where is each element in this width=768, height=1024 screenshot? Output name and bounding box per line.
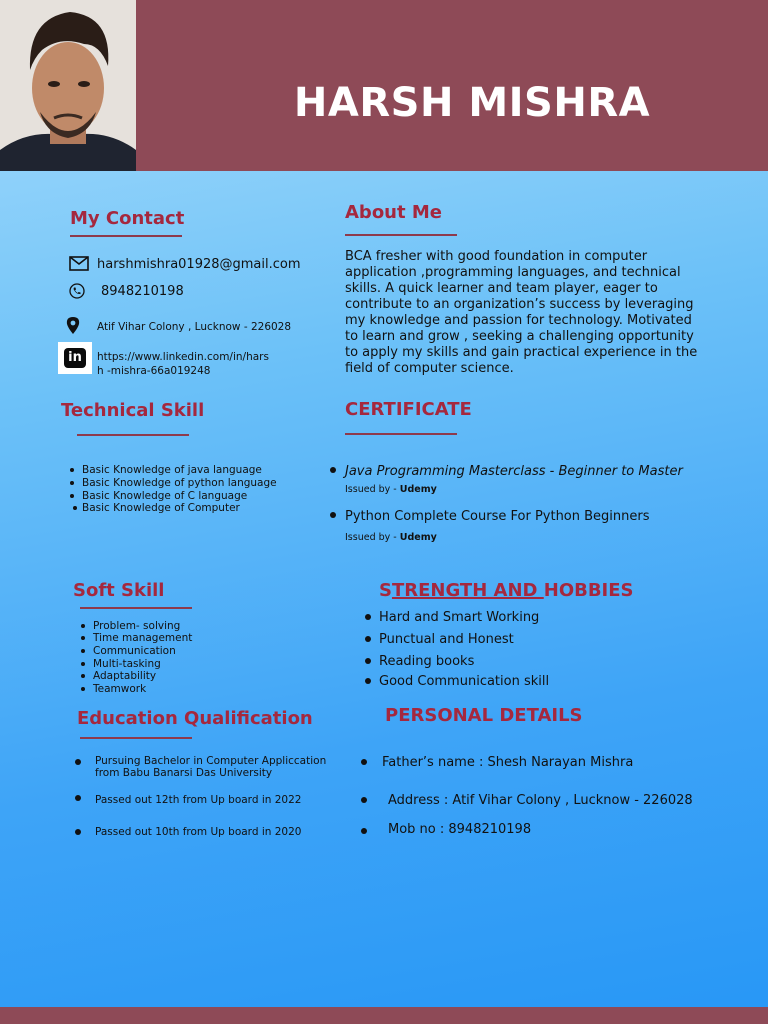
education-bullet xyxy=(75,795,81,801)
issuer: Udemy xyxy=(399,532,437,543)
strength-title-end: HOBBIES xyxy=(543,580,634,601)
technical-item: Basic Knowledge of C language xyxy=(82,490,248,502)
issued-prefix: Issued by - xyxy=(345,484,400,495)
about-text: BCA fresher with good foundation in computer application ,programming languages, and technical skills. A quick learner and team player, eager to contribute to an organization’s success by leveraging my knowledge and passion for technology. Motivated to learn and grow , seeking a challenging opportunity to apply my skills and gain practical experience in the field of computer science. xyxy=(345,249,698,376)
education-title: Education Qualification xyxy=(77,708,313,729)
strength-title xyxy=(379,580,634,601)
contact-address: Atif Vihar Colony , Lucknow - 226028 xyxy=(97,321,292,333)
education-bullet xyxy=(75,829,81,835)
certificate-title-rule xyxy=(345,433,457,435)
contact-phone[interactable]: 8948210198 xyxy=(101,284,184,299)
soft-item: Communication xyxy=(93,645,176,657)
certificate-bullet xyxy=(330,512,336,518)
personal-bullet xyxy=(361,797,367,803)
soft-title: Soft Skill xyxy=(73,580,165,601)
strength-item: Punctual and Honest xyxy=(379,632,514,647)
certificate-issued xyxy=(345,484,437,495)
about-title-rule xyxy=(345,234,457,236)
education-item-line1: Passed out 10th from Up board in 2020 xyxy=(95,826,302,838)
soft-bullet xyxy=(81,687,85,691)
soft-bullet xyxy=(81,636,85,640)
strength-item: Reading books xyxy=(379,654,475,669)
soft-item: Problem- solving xyxy=(93,620,181,632)
strength-title-start: S xyxy=(379,580,392,601)
soft-item: Time management xyxy=(93,632,193,644)
personal-bullet xyxy=(361,828,367,834)
strength-title-underlined: TRENGTH AND xyxy=(391,580,544,601)
candidate-name: HARSH MISHRA xyxy=(293,80,651,126)
technical-title-rule xyxy=(77,434,189,436)
linkedin-icon[interactable] xyxy=(58,342,92,374)
soft-item: Multi-tasking xyxy=(93,658,161,670)
soft-item: Teamwork xyxy=(93,683,147,695)
technical-title: Technical Skill xyxy=(61,400,205,421)
location-pin-icon xyxy=(66,317,80,339)
soft-bullet xyxy=(81,649,85,653)
personal-bullet xyxy=(361,759,367,765)
education-title-rule xyxy=(80,737,192,739)
linkedin-url-line1[interactable]: https://www.linkedin.com/in/hars xyxy=(97,351,269,363)
personal-item: Father’s name : Shesh Narayan Mishra xyxy=(382,755,634,770)
contact-email[interactable]: harshmishra01928@gmail.com xyxy=(97,257,301,272)
personal-item: Mob no : 8948210198 xyxy=(388,822,532,837)
soft-item: Adaptability xyxy=(93,670,157,682)
soft-title-rule xyxy=(80,607,192,609)
certificate-name: Python Complete Course For Python Beginners xyxy=(345,509,650,524)
profile-photo xyxy=(0,0,136,171)
certificate-bullet xyxy=(330,467,336,473)
strength-bullet xyxy=(365,636,371,642)
soft-bullet xyxy=(81,674,85,678)
soft-bullet xyxy=(81,662,85,666)
contact-title: My Contact xyxy=(70,208,185,229)
technical-bullet xyxy=(73,506,77,510)
certificate-title: CERTIFICATE xyxy=(345,399,472,420)
footer-band xyxy=(0,1007,768,1024)
strength-bullet xyxy=(365,678,371,684)
mail-icon xyxy=(69,256,89,275)
issuer: Udemy xyxy=(399,484,437,495)
strength-bullet xyxy=(365,658,371,664)
issued-prefix: Issued by - xyxy=(345,532,400,543)
phone-icon xyxy=(69,283,85,303)
education-item-line1: Passed out 12th from Up board in 2022 xyxy=(95,794,302,806)
education-item-line2: from Babu Banarsi Das University xyxy=(95,767,273,779)
certificate-name: Java Programming Masterclass - Beginner to Master xyxy=(345,464,683,479)
technical-bullet xyxy=(70,494,74,498)
personal-item: Address : Atif Vihar Colony , Lucknow - 226028 xyxy=(388,793,693,808)
strength-bullet xyxy=(365,614,371,620)
linkedin-badge: in xyxy=(64,348,86,368)
about-title: About Me xyxy=(345,202,442,223)
certificate-issued xyxy=(345,532,437,543)
education-item-line1: Pursuing Bachelor in Computer Appliccation xyxy=(95,755,327,767)
technical-item: Basic Knowledge of python language xyxy=(82,477,277,489)
strength-item: Hard and Smart Working xyxy=(379,610,540,625)
technical-bullet xyxy=(70,468,74,472)
technical-item: Basic Knowledge of Computer xyxy=(82,502,240,514)
education-bullet xyxy=(75,759,81,765)
personal-title: PERSONAL DETAILS xyxy=(385,705,583,726)
contact-title-rule xyxy=(70,235,182,237)
linkedin-url-line2[interactable]: h -mishra-66a019248 xyxy=(97,365,211,377)
technical-item: Basic Knowledge of java language xyxy=(82,464,262,476)
strength-item: Good Communication skill xyxy=(379,674,550,689)
soft-bullet xyxy=(81,624,85,628)
technical-bullet xyxy=(70,481,74,485)
